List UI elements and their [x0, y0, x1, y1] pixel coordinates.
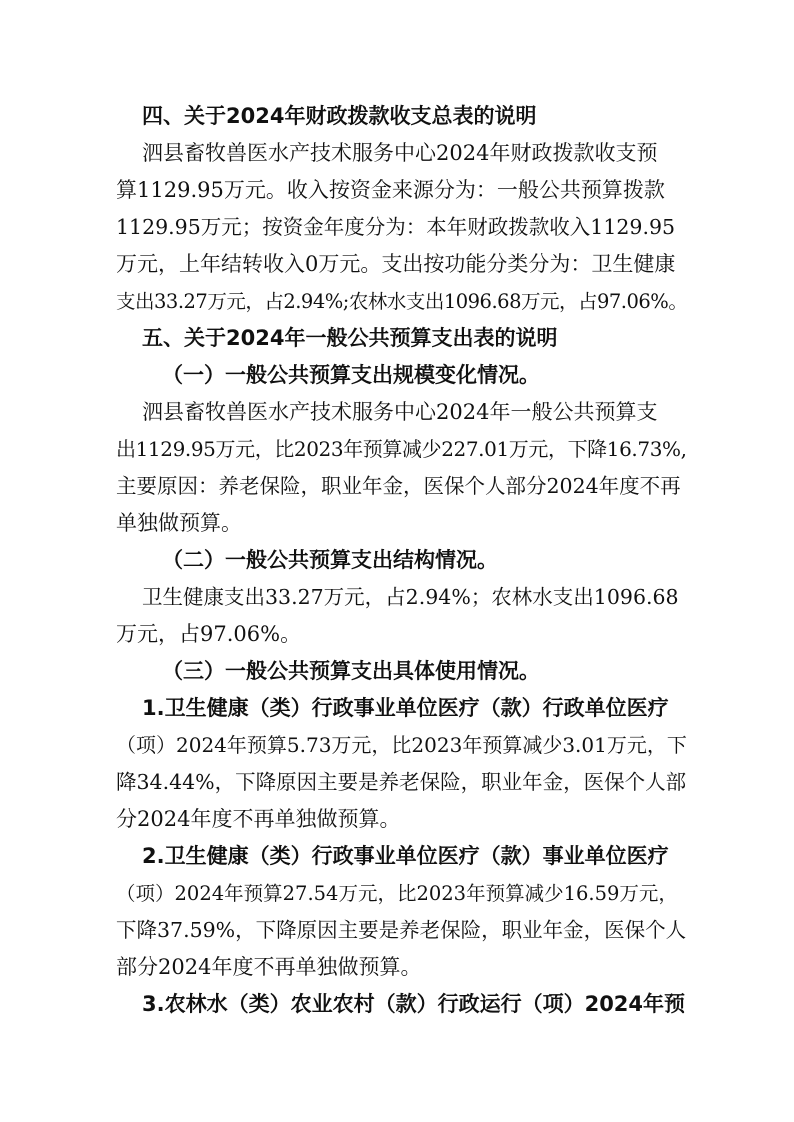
body-text-line: 算1129.95万元。收入按资金来源分为：一般公共预算拨款	[116, 178, 665, 202]
section-heading-five: 五、关于2024年一般公共预算支出表的说明	[142, 326, 558, 350]
body-text-line: 出1129.95万元，比2023年预算减少227.01万元，下降16.73%,	[116, 437, 687, 461]
item-heading-2: 2.卫生健康（类）行政事业单位医疗（款）事业单位医疗	[142, 844, 669, 868]
body-text-line: 1129.95万元；按资金年度分为：本年财政拨款收入1129.95	[116, 215, 676, 239]
section-heading-four: 四、关于2024年财政拨款收支总表的说明	[142, 104, 537, 128]
body-text-line: 泗县畜牧兽医水产技术服务中心2024年一般公共预算支	[142, 400, 658, 424]
body-text-line: 万元，占97.06%。	[116, 622, 302, 646]
body-text-line: 卫生健康支出33.27万元，占2.94%；农林水支出1096.68	[142, 585, 679, 609]
body-text-line: 单独做预算。	[116, 511, 242, 535]
body-text-line: 部分2024年度不再单独做预算。	[116, 955, 422, 979]
body-text-line: 降34.44%，下降原因主要是养老保险，职业年金，医保个人部	[116, 770, 687, 794]
subsection-heading-2: （二）一般公共预算支出结构情况。	[162, 548, 498, 572]
subsection-heading-1: （一）一般公共预算支出规模变化情况。	[162, 363, 540, 387]
body-text-line: 支出33.27万元，占2.94%;农林水支出1096.68万元，占97.06%。	[116, 290, 688, 313]
item-heading-3: 3.农林水（类）农业农村（款）行政运行（项）2024年预	[142, 992, 686, 1016]
body-text-line: （项）2024年预算5.73万元，比2023年预算减少3.01万元，下	[116, 733, 687, 757]
body-text-line: 分2024年度不再单独做预算。	[116, 807, 401, 831]
body-text-line: 万元，上年结转收入0万元。支出按功能分类分为：卫生健康	[116, 252, 676, 276]
body-text-line: （项）2024年预算27.54万元，比2023年预算减少16.59万元，	[116, 882, 678, 905]
item-heading-1: 1.卫生健康（类）行政事业单位医疗（款）行政单位医疗	[142, 696, 669, 720]
body-text-line: 泗县畜牧兽医水产技术服务中心2024年财政拨款收支预	[142, 141, 658, 165]
document-body	[116, 98, 688, 1023]
subsection-heading-3: （三）一般公共预算支出具体使用情况。	[162, 659, 540, 683]
body-text-line: 主要原因：养老保险，职业年金，医保个人部分2024年度不再	[116, 474, 681, 498]
body-text-line: 下降37.59%，下降原因主要是养老保险，职业年金，医保个人	[116, 918, 687, 942]
